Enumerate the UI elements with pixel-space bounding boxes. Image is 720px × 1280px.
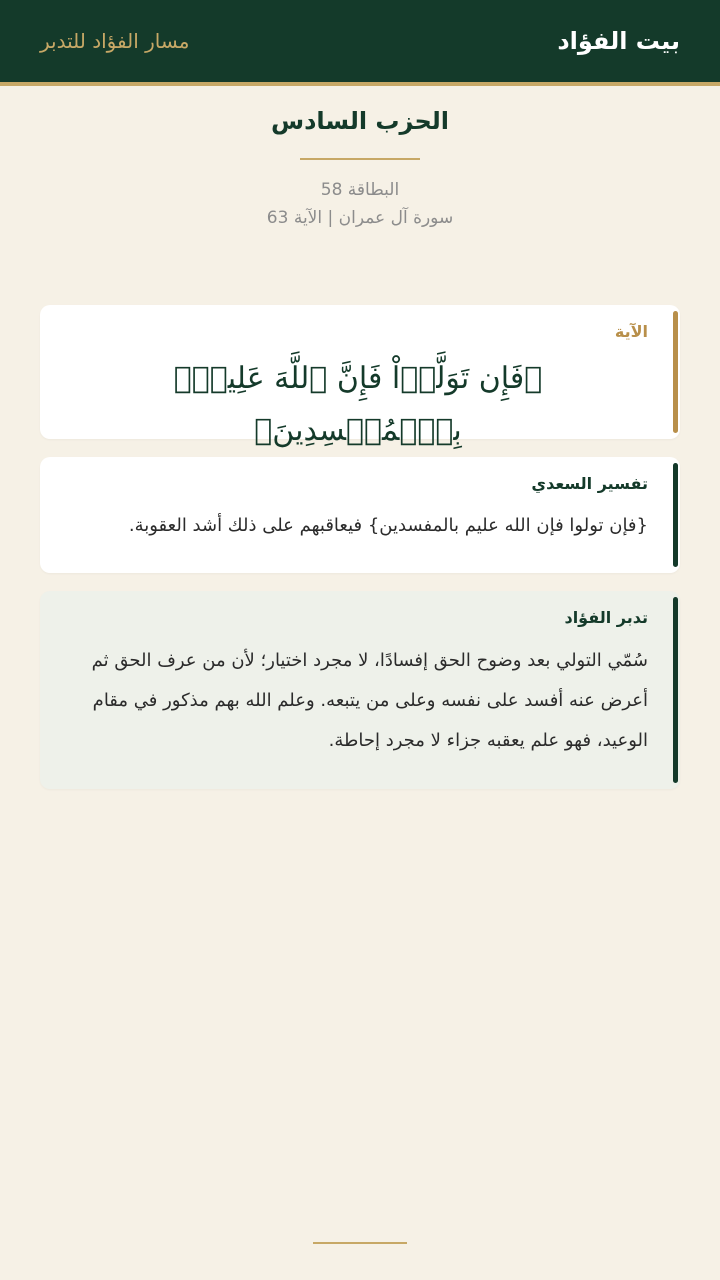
cards-list [40,305,680,807]
tadabbur-text: سُمّي التولي بعد وضوح الحق إفسادًا، لا مجرد اختيار؛ لأن من عرف الحق ثم أعرض عنه أفسد على نفسه وعلى من يتبعه. وعلم الله بهم مذكور في مقام الوعيد، فهو علم يعقبه جزاء لا مجرد إحاطة. [91,650,648,751]
card-number: البطاقة 58 [320,180,400,200]
bottom-divider [313,1242,407,1244]
app-subtitle: مسار الفؤاد للتدبر [40,29,190,53]
hizb-title: الحزب السادس [270,107,450,135]
tadabbur-card [40,591,680,789]
tadabbur-card-label: تدبر الفؤاد [564,608,648,627]
top-bar [0,0,720,86]
title-divider [300,158,420,160]
tafsir-text: {فإن تولوا فإن الله عليم بالمفسدين} فيعاقبهم على ذلك أشد العقوبة. [128,515,648,536]
ayah-card-label: الآية [614,322,648,341]
ayah-card [40,305,680,448]
tafsir-card [40,457,680,573]
ayah-text: ﴿فَإِن تَوَلَّوۡاْ فَإِنَّ ٱللَّهَ عَلِيمُۢ بِٱلۡمُفۡسِدِينَ﴾ [173,361,543,448]
page-heading [0,86,720,232]
surah-reference: سورة آل عمران | الآية 63 [266,208,454,228]
app-title: بيت الفؤاد [557,27,680,55]
tafsir-card-label: تفسير السعدي [531,474,648,493]
